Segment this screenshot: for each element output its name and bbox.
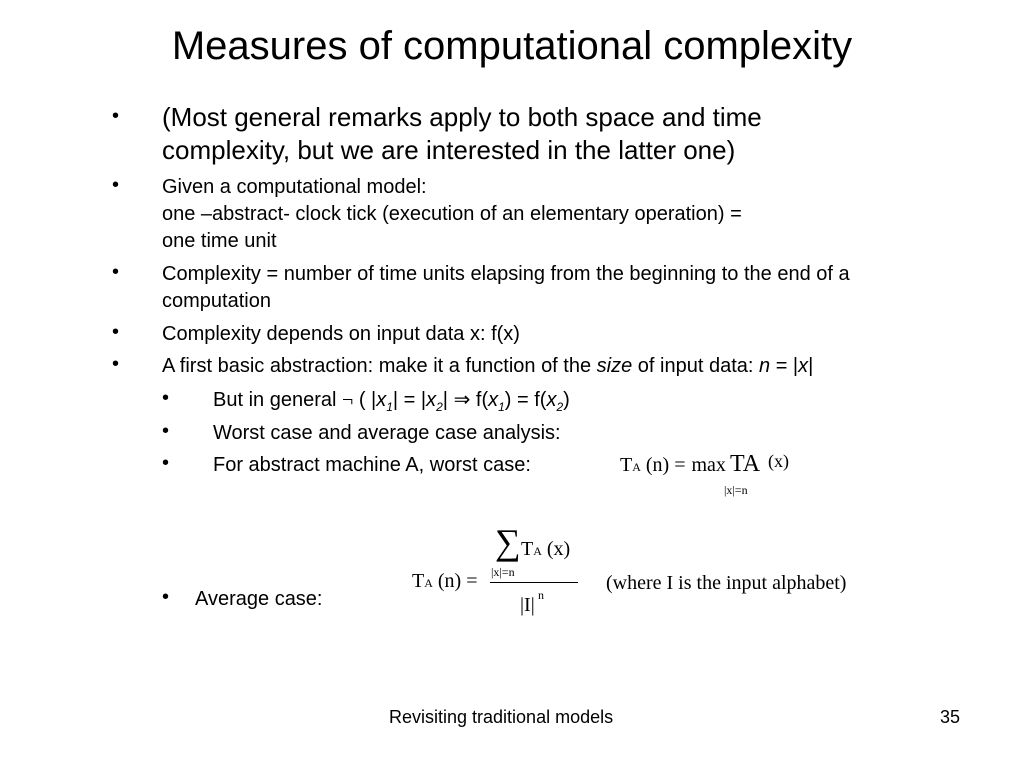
bullet-marker: •: [112, 261, 120, 283]
subscript: 1: [386, 400, 393, 414]
formula-symbol: I: [524, 594, 531, 616]
bullet-marker: •: [162, 452, 170, 474]
text-run: But in general: [213, 389, 342, 411]
text-run: ( |: [353, 389, 377, 411]
text-run: | = |: [392, 389, 427, 411]
bullet-line: one –abstract- clock tick (execution of an elementary operation) =: [162, 203, 742, 225]
bullet-marker: •: [112, 353, 120, 375]
bullet-marker: •: [112, 174, 120, 196]
bullet-line: computation: [162, 290, 271, 312]
bullet-marker: •: [112, 105, 120, 127]
bullet-line: Complexity = number of time units elapsing from the beginning to the end of a: [162, 263, 850, 285]
slide-title: Measures of computational complexity: [171, 24, 853, 68]
avg-formula-note: (where I is the input alphabet): [606, 572, 847, 594]
formula-subscript: A: [533, 544, 542, 558]
bullet-marker: •: [162, 387, 170, 409]
subitem-3: For abstract machine A, worst case:: [213, 454, 531, 476]
subscript: 2: [436, 400, 443, 414]
bullet-line: Given a computational model:: [162, 176, 427, 198]
abs-bar: |: [530, 594, 535, 616]
formula-arg: (x): [768, 451, 790, 471]
formula-symbol: T: [620, 454, 633, 476]
formula-exponent: n: [538, 588, 544, 602]
text-run-italic: size: [596, 355, 633, 377]
subitem-1: [213, 387, 570, 416]
avg-formula-lhs: [412, 569, 478, 595]
footer-title: Revisiting traditional models: [389, 707, 614, 727]
subitem-2: Worst case and average case analysis:: [213, 422, 561, 444]
worst-case-formula: [620, 452, 789, 479]
formula-symbol: T: [521, 538, 534, 560]
text-run-italic: x: [798, 355, 809, 377]
implies-symbol: ⇒: [453, 389, 471, 411]
formula-subscript: A: [742, 451, 761, 477]
formula-eq: =: [674, 454, 686, 476]
bullet-item-3: [162, 261, 850, 315]
formula-subscript: A: [632, 460, 641, 474]
text-run: |: [442, 389, 454, 411]
bullet-item-1: [162, 101, 762, 167]
bullet-item-5: [162, 353, 813, 380]
sum-symbol: ∑: [495, 522, 521, 562]
text-run: ) = f(: [504, 389, 547, 411]
bullet-marker: •: [112, 321, 120, 343]
text-run: ): [563, 389, 570, 411]
text-run-italic: x: [426, 389, 437, 411]
subscript: 1: [498, 400, 505, 414]
fraction-line: [490, 582, 578, 583]
bullet-item-4: Complexity depends on input data x: f(x): [162, 323, 520, 345]
bullet-marker: •: [162, 420, 170, 442]
formula-under: |x|=n: [724, 483, 748, 497]
bullet-line: complexity, but we are interested in the latter one): [162, 135, 736, 165]
bullet-item-2: [162, 174, 742, 255]
formula-symbol: T: [729, 451, 743, 477]
avg-denominator: [520, 593, 535, 617]
sum-under: |x|=n: [491, 565, 515, 579]
slide-number: 35: [940, 707, 961, 727]
bullet-line: one time unit: [162, 230, 277, 252]
formula-arg: (n): [437, 570, 462, 592]
average-case-label: Average case:: [195, 588, 323, 610]
formula-subscript: A: [424, 576, 433, 590]
bullet-marker: •: [162, 586, 170, 608]
abs-bar: |: [520, 594, 525, 616]
text-run: |: [808, 355, 814, 377]
text-run-italic: x: [488, 389, 499, 411]
formula-arg: (x): [546, 538, 571, 560]
text-run: A first basic abstraction: make it a function of the: [162, 355, 597, 377]
formula-max: max: [691, 454, 726, 476]
text-run: f(: [470, 389, 489, 411]
formula-symbol: T: [412, 570, 425, 592]
bullet-line: (Most general remarks apply to both space and time: [162, 102, 762, 132]
text-run-italic: x: [546, 389, 557, 411]
subscript: 2: [556, 400, 564, 414]
text-run: = |: [770, 355, 799, 377]
text-run-italic: x: [376, 389, 387, 411]
text-run-italic: n: [759, 355, 771, 377]
formula-arg: (n): [645, 454, 670, 476]
not-symbol: ¬: [341, 389, 354, 411]
avg-numerator: [521, 537, 570, 563]
formula-eq: =: [466, 570, 478, 592]
text-run: of input data:: [632, 355, 760, 377]
